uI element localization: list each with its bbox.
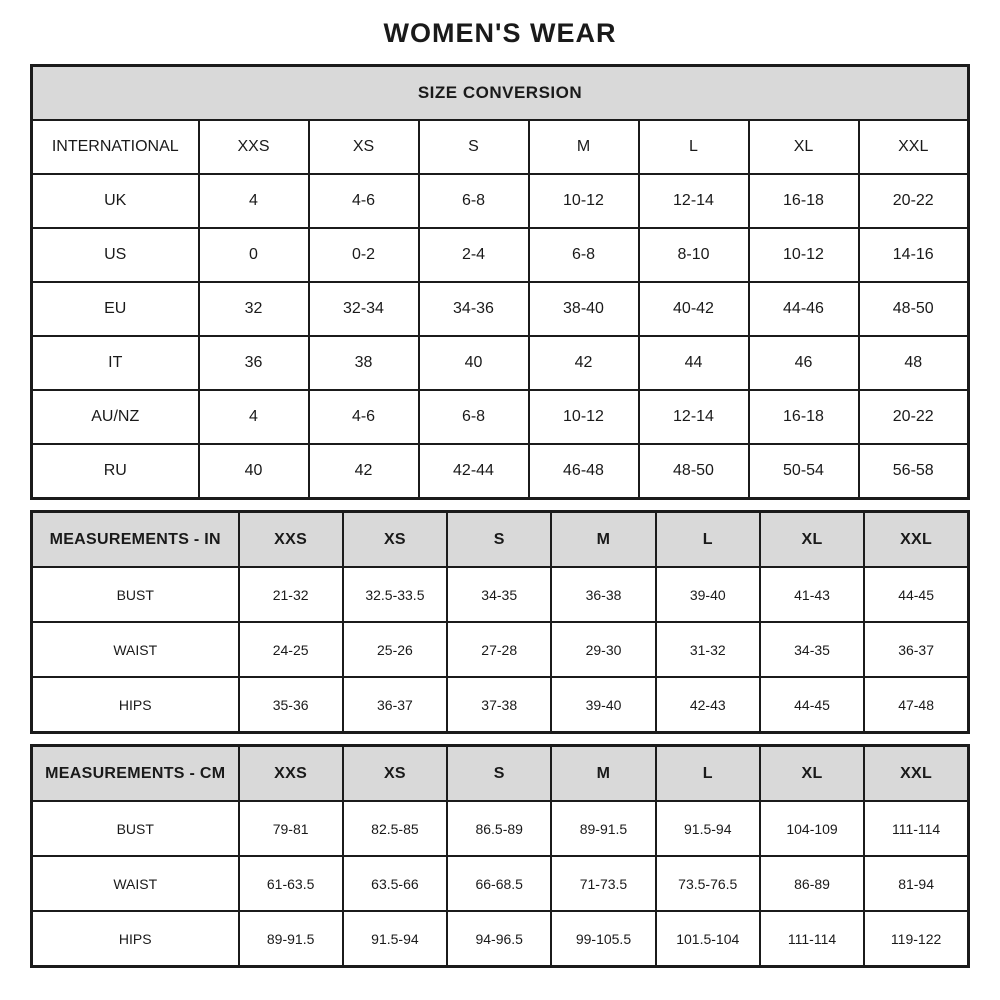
row-label: US — [32, 228, 199, 282]
cell-hips-xl: 111-114 — [760, 911, 864, 967]
table-row — [32, 282, 969, 336]
cell-waist-l: 31-32 — [656, 622, 760, 677]
cell-hips-xxs: 89-91.5 — [239, 911, 343, 967]
cell-it-xl: 46 — [749, 336, 859, 390]
row-label: RU — [32, 444, 199, 499]
column-header-xxl: XXL — [864, 746, 968, 802]
table-row — [32, 228, 969, 282]
cell-bust-xxs: 21-32 — [239, 567, 343, 622]
row-label: HIPS — [32, 911, 239, 967]
cell-it-xxl: 48 — [859, 336, 969, 390]
column-header-l: L — [656, 746, 760, 802]
cell-uk-s: 6-8 — [419, 174, 529, 228]
measurements-in-table — [30, 510, 970, 734]
column-header-s: S — [419, 120, 529, 174]
cell-waist-xxl: 36-37 — [864, 622, 968, 677]
column-header-s: S — [447, 746, 551, 802]
column-header-row — [32, 746, 969, 802]
column-header-xs: XS — [343, 512, 447, 568]
size-conversion-table — [30, 64, 970, 500]
cell-waist-xxs: 24-25 — [239, 622, 343, 677]
cell-waist-l: 73.5-76.5 — [656, 856, 760, 911]
cell-uk-xs: 4-6 — [309, 174, 419, 228]
cell-waist-xxs: 61-63.5 — [239, 856, 343, 911]
cell-bust-xs: 32.5-33.5 — [343, 567, 447, 622]
row-label: WAIST — [32, 856, 239, 911]
cell-ru-l: 48-50 — [639, 444, 749, 499]
cell-bust-s: 34-35 — [447, 567, 551, 622]
row-label: IT — [32, 336, 199, 390]
row-label: BUST — [32, 801, 239, 856]
column-header-row — [32, 512, 969, 568]
cell-eu-m: 38-40 — [529, 282, 639, 336]
row-label: BUST — [32, 567, 239, 622]
cell-aunz-xl: 16-18 — [749, 390, 859, 444]
column-header-m: M — [551, 512, 655, 568]
column-header-xs: XS — [309, 120, 419, 174]
cell-bust-m: 89-91.5 — [551, 801, 655, 856]
row-label: HIPS — [32, 677, 239, 733]
column-header-m: M — [529, 120, 639, 174]
cell-us-l: 8-10 — [639, 228, 749, 282]
cell-it-m: 42 — [529, 336, 639, 390]
cell-us-xxl: 14-16 — [859, 228, 969, 282]
cell-it-s: 40 — [419, 336, 529, 390]
column-header-xs: XS — [343, 746, 447, 802]
cell-bust-s: 86.5-89 — [447, 801, 551, 856]
cell-uk-l: 12-14 — [639, 174, 749, 228]
column-header-m: M — [551, 746, 655, 802]
cell-eu-xs: 32-34 — [309, 282, 419, 336]
table-row — [32, 567, 969, 622]
cell-it-l: 44 — [639, 336, 749, 390]
table-row — [32, 622, 969, 677]
cell-us-s: 2-4 — [419, 228, 529, 282]
cell-hips-s: 94-96.5 — [447, 911, 551, 967]
cell-waist-m: 29-30 — [551, 622, 655, 677]
cell-us-xs: 0-2 — [309, 228, 419, 282]
cell-hips-xxl: 47-48 — [864, 677, 968, 733]
column-header-xxl: XXL — [864, 512, 968, 568]
cell-ru-xs: 42 — [309, 444, 419, 499]
column-header-xxs: XXS — [239, 746, 343, 802]
cell-waist-s: 66-68.5 — [447, 856, 551, 911]
table-row — [32, 911, 969, 967]
column-header-xxl: XXL — [859, 120, 969, 174]
column-header-xl: XL — [760, 512, 864, 568]
measurements-cm-table — [30, 744, 970, 968]
cell-bust-xl: 41-43 — [760, 567, 864, 622]
column-header-s: S — [447, 512, 551, 568]
table-row — [32, 856, 969, 911]
cell-eu-l: 40-42 — [639, 282, 749, 336]
cell-bust-l: 91.5-94 — [656, 801, 760, 856]
cell-aunz-xxs: 4 — [199, 390, 309, 444]
cell-aunz-xxl: 20-22 — [859, 390, 969, 444]
column-header-xxs: XXS — [199, 120, 309, 174]
table-banner-row — [32, 66, 969, 121]
cell-aunz-xs: 4-6 — [309, 390, 419, 444]
table-row — [32, 801, 969, 856]
table-row — [32, 444, 969, 499]
cell-hips-xxl: 119-122 — [864, 911, 968, 967]
cell-us-xl: 10-12 — [749, 228, 859, 282]
cell-ru-xl: 50-54 — [749, 444, 859, 499]
page-title: WOMEN'S WEAR — [383, 18, 617, 48]
cell-bust-xl: 104-109 — [760, 801, 864, 856]
cell-aunz-m: 10-12 — [529, 390, 639, 444]
cell-hips-xs: 36-37 — [343, 677, 447, 733]
cell-aunz-s: 6-8 — [419, 390, 529, 444]
cell-waist-xs: 25-26 — [343, 622, 447, 677]
column-header-xl: XL — [749, 120, 859, 174]
cell-hips-m: 39-40 — [551, 677, 655, 733]
cell-bust-xxl: 111-114 — [864, 801, 968, 856]
cell-uk-m: 10-12 — [529, 174, 639, 228]
column-header-l: L — [639, 120, 749, 174]
cell-bust-xs: 82.5-85 — [343, 801, 447, 856]
row-label: AU/NZ — [32, 390, 199, 444]
cell-ru-xxs: 40 — [199, 444, 309, 499]
cell-eu-s: 34-36 — [419, 282, 529, 336]
cell-us-xxs: 0 — [199, 228, 309, 282]
cell-hips-xxs: 35-36 — [239, 677, 343, 733]
cell-hips-s: 37-38 — [447, 677, 551, 733]
cell-bust-m: 36-38 — [551, 567, 655, 622]
cell-eu-xxl: 48-50 — [859, 282, 969, 336]
column-header-l: L — [656, 512, 760, 568]
cell-ru-xxl: 56-58 — [859, 444, 969, 499]
cell-hips-m: 99-105.5 — [551, 911, 655, 967]
cell-it-xxs: 36 — [199, 336, 309, 390]
cell-hips-xs: 91.5-94 — [343, 911, 447, 967]
cell-ru-s: 42-44 — [419, 444, 529, 499]
cell-bust-l: 39-40 — [656, 567, 760, 622]
cell-aunz-l: 12-14 — [639, 390, 749, 444]
cell-waist-xl: 86-89 — [760, 856, 864, 911]
header-label: MEASUREMENTS - IN — [32, 512, 239, 568]
cell-waist-m: 71-73.5 — [551, 856, 655, 911]
row-label: UK — [32, 174, 199, 228]
column-header-xxs: XXS — [239, 512, 343, 568]
cell-it-xs: 38 — [309, 336, 419, 390]
size-chart-page — [30, 0, 970, 968]
cell-waist-xs: 63.5-66 — [343, 856, 447, 911]
table-row — [32, 174, 969, 228]
cell-ru-m: 46-48 — [529, 444, 639, 499]
cell-bust-xxs: 79-81 — [239, 801, 343, 856]
cell-hips-xl: 44-45 — [760, 677, 864, 733]
row-label: WAIST — [32, 622, 239, 677]
table-row — [32, 336, 969, 390]
cell-hips-l: 101.5-104 — [656, 911, 760, 967]
table-row — [32, 390, 969, 444]
table-row — [32, 677, 969, 733]
cell-uk-xl: 16-18 — [749, 174, 859, 228]
cell-uk-xxs: 4 — [199, 174, 309, 228]
cell-us-m: 6-8 — [529, 228, 639, 282]
column-header-xl: XL — [760, 746, 864, 802]
cell-hips-l: 42-43 — [656, 677, 760, 733]
row-label: EU — [32, 282, 199, 336]
cell-waist-xxl: 81-94 — [864, 856, 968, 911]
column-header-row — [32, 120, 969, 174]
cell-uk-xxl: 20-22 — [859, 174, 969, 228]
table-title: SIZE CONVERSION — [32, 66, 969, 121]
header-label: MEASUREMENTS - CM — [32, 746, 239, 802]
header-label: INTERNATIONAL — [32, 120, 199, 174]
cell-eu-xl: 44-46 — [749, 282, 859, 336]
cell-bust-xxl: 44-45 — [864, 567, 968, 622]
cell-waist-xl: 34-35 — [760, 622, 864, 677]
cell-waist-s: 27-28 — [447, 622, 551, 677]
cell-eu-xxs: 32 — [199, 282, 309, 336]
